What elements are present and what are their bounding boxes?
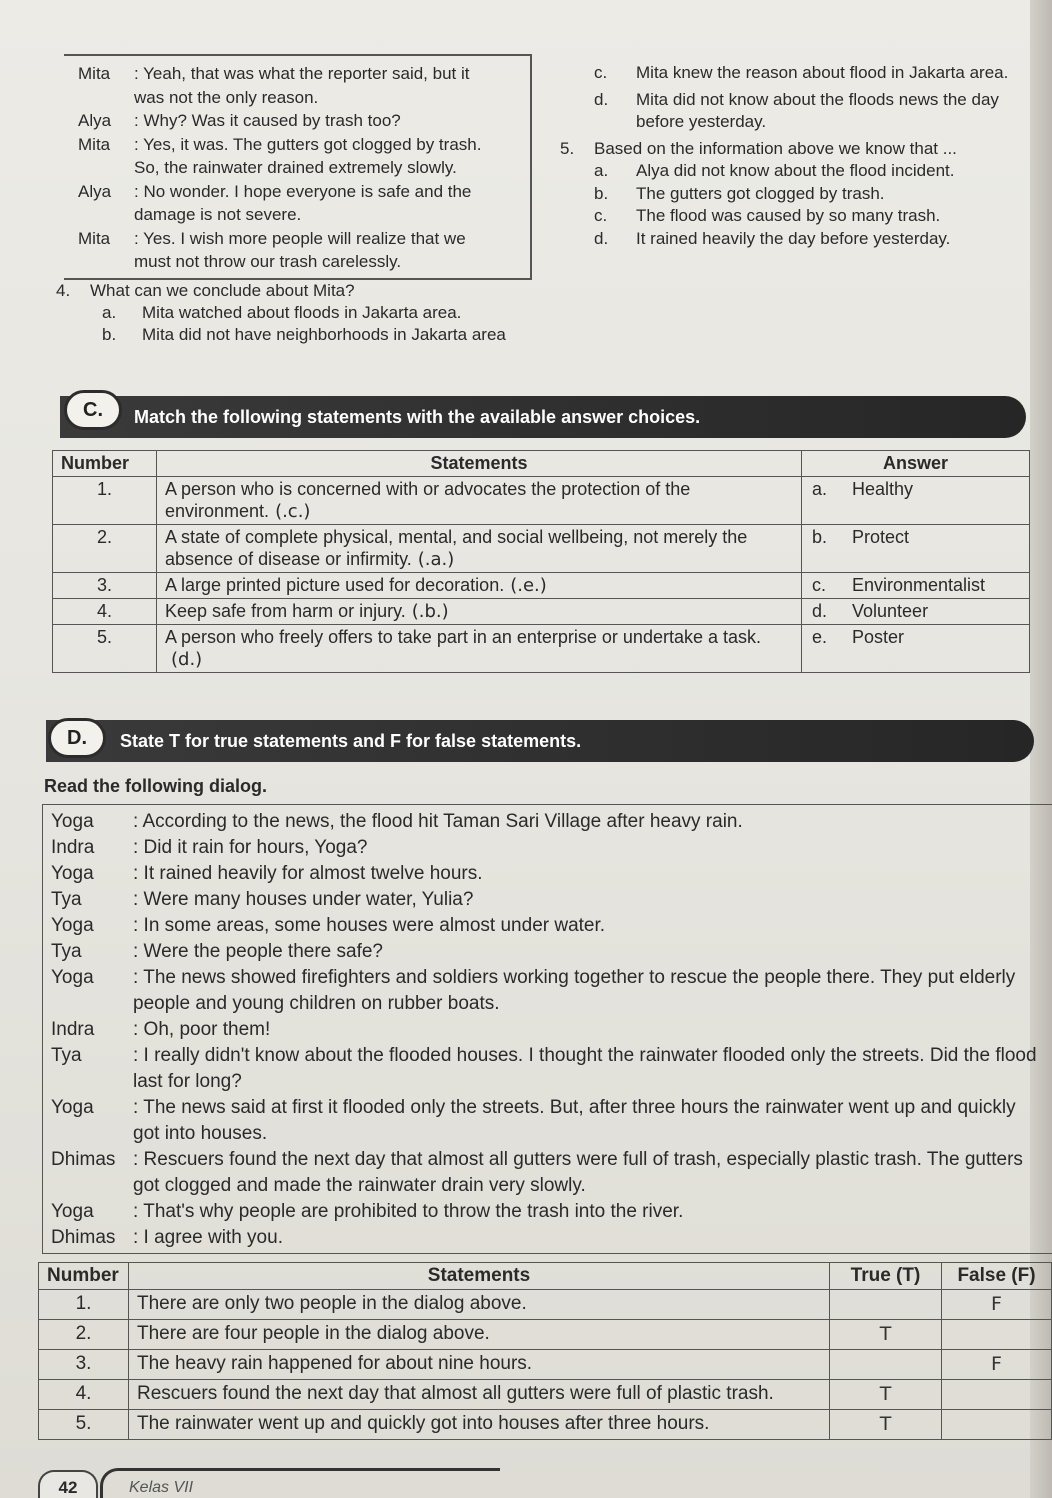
- section-d-header: State T for true statements and F for false statements.: [46, 720, 1034, 762]
- dialog-speaker: Dhimas: [51, 1227, 116, 1248]
- section-d-header-row: [39, 1263, 1052, 1290]
- dialog-text: : Yes. I wish more people will realize that we: [134, 228, 466, 248]
- question-4-stem: 4. What can we conclude about Mita?: [56, 281, 355, 300]
- dialog-text: : It rained heavily for almost twelve hours.: [133, 863, 483, 884]
- col-false: False (F): [942, 1263, 1052, 1290]
- true-mark[interactable]: [830, 1290, 942, 1320]
- answer-letter: b.: [812, 527, 828, 547]
- section-c-row: [53, 625, 1030, 673]
- row-statement: Rescuers found the next day that almost all gutters were full of plastic trash.: [129, 1380, 830, 1410]
- dialog-text: : Yeah, that was what the reporter said, but it: [134, 64, 470, 83]
- row-statement: [157, 599, 802, 625]
- col-true: True (T): [830, 1263, 942, 1290]
- dialog-line: [51, 1147, 1044, 1199]
- row-answer: [802, 525, 1030, 573]
- dialog-line: [78, 250, 522, 274]
- dialog-text: : Were the people there safe?: [133, 941, 383, 962]
- dialog-text: : That's why people are prohibited to throw the trash into the river.: [133, 1201, 684, 1222]
- filled-answer[interactable]: (.b.): [411, 601, 449, 622]
- row-statement: [157, 573, 802, 599]
- dialog-speaker: Tya: [51, 889, 82, 910]
- false-mark[interactable]: [942, 1380, 1052, 1410]
- dialog-line: [78, 156, 522, 180]
- dialog-line: [51, 1043, 1044, 1095]
- dialog-line: [78, 86, 522, 110]
- dialog-speaker: [78, 203, 134, 227]
- false-mark[interactable]: F: [942, 1350, 1052, 1380]
- col-answer: Answer: [802, 451, 1030, 477]
- dialog-text: : Were many houses under water, Yulia?: [133, 889, 474, 910]
- dialog-speaker: Yoga: [51, 1097, 94, 1118]
- row-number: 5.: [39, 1410, 129, 1440]
- section-d-badge: D.: [48, 718, 106, 758]
- row-statement: There are only two people in the dialog above.: [129, 1290, 830, 1320]
- section-c-row: [53, 599, 1030, 625]
- dialog-text: : Rescuers found the next day that almost all gutters were full of trash, especially plastic trash. The gutters got clogged and made the rainwater drain very slowly.: [133, 1149, 1023, 1196]
- row-answer: [802, 477, 1030, 525]
- dialog-line: [51, 1225, 1044, 1251]
- footer-tab: [100, 1468, 500, 1498]
- true-mark[interactable]: [830, 1350, 942, 1380]
- row-statement: [157, 525, 802, 573]
- dialog-text: : Oh, poor them!: [133, 1019, 271, 1040]
- dialog-text: : The news said at first it flooded only the streets. But, after three hours the rainwater went up and quickly got into houses.: [133, 1097, 1016, 1144]
- dialog-speaker: [78, 156, 134, 180]
- question-4-option-a: a. Mita watched about floods in Jakarta area.: [102, 303, 462, 322]
- dialog-speaker: Yoga: [51, 811, 94, 832]
- section-c-badge: C.: [64, 390, 122, 430]
- dialog-text: : Why? Was it caused by trash too?: [134, 111, 401, 130]
- dialog-speaker: Indra: [51, 837, 95, 858]
- answer-letter: c.: [812, 575, 827, 595]
- section-d-row: [39, 1290, 1052, 1320]
- dialog-text: : According to the news, the flood hit Taman Sari Village after heavy rain.: [133, 811, 743, 832]
- row-number: 4.: [53, 599, 157, 625]
- dialog-line: [51, 1199, 1044, 1225]
- false-mark[interactable]: [942, 1410, 1052, 1440]
- filled-answer[interactable]: (.a.): [417, 549, 455, 570]
- col-number: Number: [39, 1263, 129, 1290]
- row-statement: The heavy rain happened for about nine hours.: [129, 1350, 830, 1380]
- dialog-line: [78, 109, 522, 133]
- dialog-line: [78, 203, 522, 227]
- dialog-line: [78, 133, 522, 157]
- footer-tab-label: Kelas VII: [129, 1479, 194, 1496]
- dialog-line: [51, 835, 1044, 861]
- row-number: 3.: [39, 1350, 129, 1380]
- statement-text: A person who is concerned with or advocates the protection of the environment.: [165, 479, 691, 521]
- row-number: 2.: [39, 1320, 129, 1350]
- dialog-text: : In some areas, some houses were almost under water.: [133, 915, 606, 936]
- answer-text: Protect: [852, 527, 910, 547]
- dialog-line: [51, 965, 1044, 1017]
- col-number: Number: [53, 451, 157, 477]
- dialog-speaker: Tya: [51, 941, 82, 962]
- question-4-option-d: d. Mita did not know about the floods news the day before yesterday.: [594, 89, 999, 131]
- section-d-dialog-box: [42, 804, 1052, 1254]
- false-mark[interactable]: F: [942, 1290, 1052, 1320]
- statement-text: A large printed picture used for decoration.: [165, 575, 505, 595]
- question-5-option-a: a. Alya did not know about the flood incident.: [594, 161, 955, 180]
- page-number: 42: [38, 1470, 98, 1498]
- dialog-speaker: Mita: [78, 64, 111, 83]
- true-mark[interactable]: T: [830, 1320, 942, 1350]
- section-c-row: [53, 573, 1030, 599]
- dialog-text: : I agree with you.: [133, 1227, 283, 1248]
- dialog-speaker: Tya: [51, 1045, 82, 1066]
- row-statement: There are four people in the dialog above.: [129, 1320, 830, 1350]
- answer-letter: a.: [812, 479, 828, 499]
- dialog-speaker: Yoga: [51, 915, 94, 936]
- dialog-line: [51, 1095, 1044, 1147]
- dialog-text: : The news showed firefighters and soldiers working together to rescue the people there. They put elderly people and young children on rubber boats.: [133, 967, 1016, 1014]
- dialog-line: [51, 939, 1044, 965]
- row-number: 4.: [39, 1380, 129, 1410]
- dialog-text: must not throw our trash carelessly.: [134, 252, 402, 271]
- question-5-option-d: d. It rained heavily the day before yesterday.: [594, 228, 951, 248]
- true-mark[interactable]: T: [830, 1410, 942, 1440]
- section-c-row: [53, 525, 1030, 573]
- filled-answer[interactable]: (d.): [171, 649, 203, 670]
- statement-text: A person who freely offers to take part in an enterprise or undertake a task.: [165, 627, 762, 647]
- section-d-table: [38, 1262, 1052, 1440]
- row-answer: [802, 573, 1030, 599]
- row-number: 2.: [53, 525, 157, 573]
- row-answer: [802, 625, 1030, 673]
- dialog-text: : Yes, it was. The gutters got clogged by trash.: [134, 134, 482, 154]
- section-c-header: Match the following statements with the available answer choices.: [60, 396, 1026, 438]
- dialog-speaker: Dhimas: [51, 1149, 116, 1170]
- section-d-row: [39, 1320, 1052, 1350]
- section-d-row: [39, 1410, 1052, 1440]
- dialog-speaker: Yoga: [51, 863, 94, 884]
- dialog-line: [78, 62, 522, 86]
- dialog-speaker: [78, 250, 134, 274]
- row-number: 1.: [39, 1290, 129, 1320]
- question-5-stem: 5. Based on the information above we know that ...: [560, 138, 957, 158]
- row-statement: [157, 625, 802, 673]
- question-4-option-b: b. Mita did not have neighborhoods in Jakarta area: [102, 325, 506, 344]
- dialog-line: [51, 1017, 1044, 1043]
- row-number: 3.: [53, 573, 157, 599]
- dialog-speaker: Indra: [51, 1019, 95, 1040]
- statement-text: Keep safe from harm or injury.: [165, 601, 406, 621]
- answer-text: Poster: [852, 627, 905, 647]
- col-statements: Statements: [129, 1263, 830, 1290]
- right-column: [560, 62, 1030, 250]
- dialog-speaker: [78, 86, 134, 110]
- answer-text: Healthy: [852, 479, 914, 499]
- dialog-speaker: Mita: [78, 228, 111, 248]
- question-4-option-c: c. Mita knew the reason about flood in Jakarta area.: [594, 63, 1009, 82]
- answer-text: Environmentalist: [852, 575, 986, 595]
- dialog-speaker: Yoga: [51, 967, 94, 988]
- dialog-text: was not the only reason.: [134, 87, 319, 107]
- dialog-text: damage is not severe.: [134, 205, 302, 224]
- dialog-line: [51, 809, 1044, 835]
- row-number: 1.: [53, 477, 157, 525]
- dialog-text: So, the rainwater drained extremely slowly.: [134, 158, 457, 177]
- dialog-text: : Did it rain for hours, Yoga?: [133, 837, 368, 858]
- dialog-line: [78, 227, 522, 251]
- dialog-text: : No wonder. I hope everyone is safe and the: [134, 181, 472, 201]
- section-c-header-row: [53, 451, 1030, 477]
- col-statements: Statements: [157, 451, 802, 477]
- dialog-speaker: Mita: [78, 134, 111, 154]
- question-5-option-b: b. The gutters got clogged by trash.: [594, 183, 885, 203]
- dialog-speaker: Alya: [78, 181, 112, 201]
- answer-letter: e.: [812, 627, 828, 647]
- section-d-row: [39, 1350, 1052, 1380]
- section-d-row: [39, 1380, 1052, 1410]
- row-number: 5.: [53, 625, 157, 673]
- row-statement: The rainwater went up and quickly got into houses after three hours.: [129, 1410, 830, 1440]
- section-c-row: [53, 477, 1030, 525]
- dialog-line: [78, 180, 522, 204]
- answer-letter: d.: [812, 601, 828, 621]
- question-5-option-c: c. The flood was caused by so many trash.: [594, 206, 941, 225]
- dialog-line: [51, 913, 1044, 939]
- read-dialog-heading: Read the following dialog.: [44, 776, 267, 796]
- row-answer: [802, 599, 1030, 625]
- dialog-line: [51, 887, 1044, 913]
- dialog-speaker: Alya: [78, 111, 112, 130]
- dialog-speaker: Yoga: [51, 1201, 94, 1222]
- question-4: [56, 280, 536, 346]
- dialog-text: : I really didn't know about the flooded houses. I thought the rainwater flooded only the streets. Did the flood last for long?: [133, 1045, 1037, 1092]
- answer-text: Volunteer: [852, 601, 929, 621]
- section-c-table: [52, 450, 1030, 673]
- row-statement: [157, 477, 802, 525]
- true-mark[interactable]: T: [830, 1380, 942, 1410]
- filled-answer[interactable]: (.e.): [510, 575, 547, 596]
- dialog-line: [51, 861, 1044, 887]
- statement-text: A state of complete physical, mental, and social wellbeing, not merely the absence of disease or infirmity.: [165, 527, 748, 569]
- top-dialog-box: [64, 54, 532, 280]
- false-mark[interactable]: [942, 1320, 1052, 1350]
- filled-answer[interactable]: (.c.): [275, 501, 311, 522]
